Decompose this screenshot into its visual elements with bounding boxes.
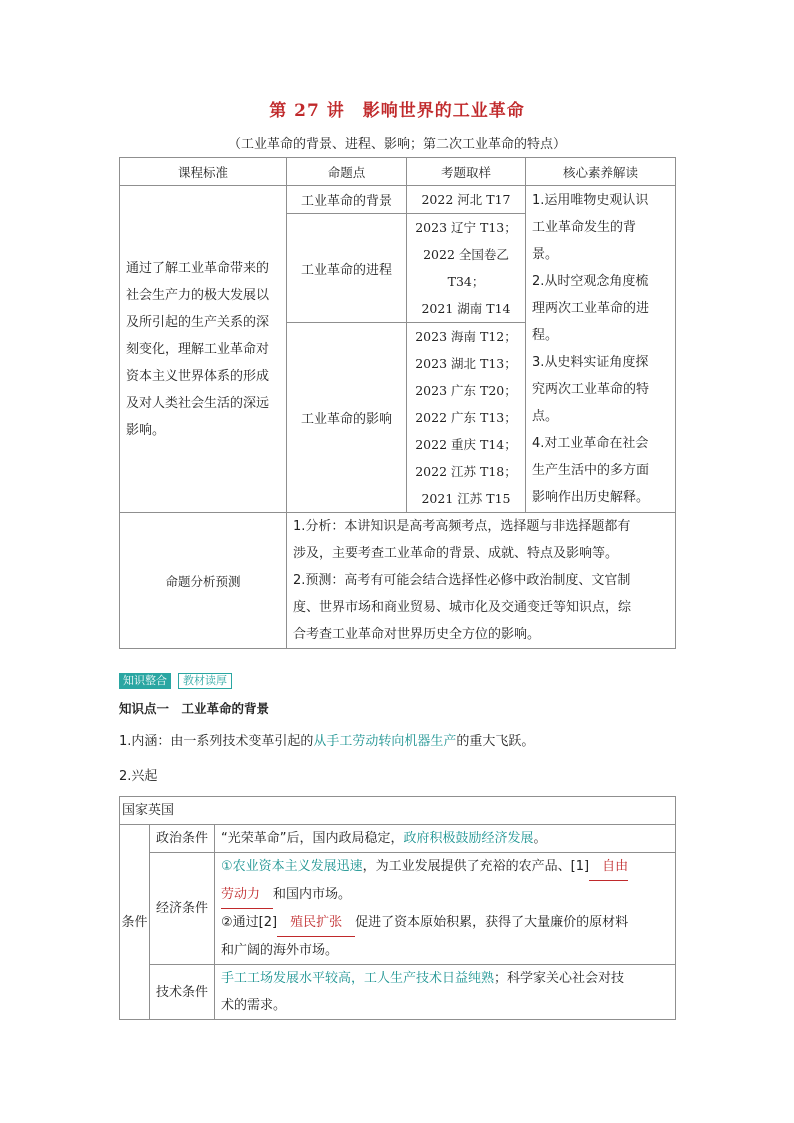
tech-content — [215, 965, 676, 1020]
header-examples: 考题取样 — [407, 158, 526, 186]
core-literacy — [526, 186, 676, 513]
answer-blank-2: 殖民扩张 — [277, 909, 355, 937]
econ-line — [221, 909, 669, 937]
econ-line — [221, 853, 669, 881]
standard-line: 通过了解工业革命带来的 — [126, 260, 270, 276]
econ-text: ②通过[2] — [221, 915, 278, 930]
political-content — [215, 825, 676, 853]
standard-line: 及所引起的生产关系的深 — [126, 314, 270, 330]
econ-line — [221, 881, 669, 909]
econ-highlight: ①农业资本主义发展迅速 — [221, 859, 363, 874]
political-highlight: 政府积极鼓励经济发展 — [403, 831, 534, 846]
standard-line: 影响。 — [126, 422, 166, 438]
textbook-reading-badge: 教材读厚 — [178, 673, 232, 689]
example-item: 2022 全国卷乙 — [423, 247, 509, 262]
core-line: 景。 — [532, 247, 559, 262]
core-line: 工业革命发生的背 — [532, 220, 637, 235]
example-item: 2022 河北 T17 — [421, 192, 511, 207]
standard-line: 资本主义世界体系的形成 — [126, 368, 270, 384]
political-end: 。 — [533, 831, 547, 846]
answer-blank-1-cont: 劳动力 — [221, 881, 273, 909]
rise-heading: 2.兴起 — [119, 769, 158, 784]
header-core: 核心素养解读 — [526, 158, 676, 186]
page-title: 第 27 讲 影响世界的工业革命 — [269, 101, 525, 121]
example-item: 2023 湖北 T13； — [415, 356, 517, 371]
point-background: 工业革命的背景 — [287, 186, 407, 214]
prediction-line: 涉及，主要考查工业革命的背景、成就、特点及影响等。 — [293, 546, 619, 561]
prediction-line: 1.分析：本讲知识是高考高频考点，选择题与非选择题都有 — [293, 519, 631, 534]
answer-blank-1: 自由 — [589, 853, 628, 881]
standard-line: 社会生产力的极大发展以 — [126, 287, 270, 303]
examples-process — [407, 214, 526, 323]
economic-content — [215, 853, 676, 965]
page-subtitle: （工业革命的背景、进程、影响；第二次工业革命的特点） — [227, 137, 566, 152]
example-item: 2022 重庆 T14； — [415, 437, 517, 452]
knowledge-integration-badge: 知识整合 — [119, 673, 171, 689]
core-line: 2.从时空观念角度梳 — [532, 274, 649, 289]
core-line: 生产生活中的多方面 — [532, 463, 650, 478]
point-process: 工业革命的进程 — [287, 214, 407, 323]
example-item: 2021 湖南 T14 — [421, 301, 511, 316]
overview-header-row — [120, 158, 676, 186]
example-item: 2021 江苏 T15 — [421, 491, 511, 506]
tech-line: 术的需求。 — [221, 998, 287, 1013]
core-line: 点。 — [532, 409, 559, 424]
core-line: 影响作出历史解释。 — [532, 490, 650, 505]
prediction-content — [287, 513, 676, 649]
prediction-line: 合考查工业革命对世界历史全方位的影响。 — [293, 627, 541, 642]
examples-background — [407, 186, 526, 214]
knowledge-point-heading: 知识点一 工业革命的背景 — [119, 701, 270, 716]
economic-label: 经济条件 — [150, 853, 215, 965]
header-point: 命题点 — [287, 158, 407, 186]
standard-line: 刻变化，理解工业革命对 — [126, 341, 270, 357]
political-label: 政治条件 — [150, 825, 215, 853]
example-item: 2022 广东 T13； — [415, 410, 517, 425]
examples-impact — [407, 323, 526, 513]
example-item: T34； — [447, 274, 485, 289]
tech-line — [221, 965, 669, 992]
core-line: 究两次工业革命的特 — [532, 382, 650, 397]
header-standard: 课程标准 — [120, 158, 287, 186]
econ-text: 和国内市场。 — [273, 887, 352, 902]
prediction-line: 度、世界市场和商业贸易、城市化及交通变迁等知识点，综 — [293, 600, 632, 615]
example-item: 2023 海南 T12； — [415, 329, 517, 344]
political-text: “光荣革命”后，国内政局稳定， — [221, 831, 404, 846]
prediction-line: 2.预测：高考有可能会结合选择性必修中政治制度、文官制 — [293, 573, 631, 588]
point-impact: 工业革命的影响 — [287, 323, 407, 513]
example-item: 2023 广东 T20； — [415, 383, 517, 398]
core-line: 程。 — [532, 328, 559, 343]
core-line: 3.从史料实证角度探 — [532, 355, 649, 370]
example-item: 2023 辽宁 T13； — [415, 220, 517, 235]
tech-text: ；科学家关心社会对技 — [494, 971, 625, 986]
econ-text: 促进了资本原始积累，获得了大量廉价的原材料 — [355, 915, 629, 930]
example-item: 2022 江苏 T18； — [415, 464, 517, 479]
core-line: 4.对工业革命在社会 — [532, 436, 649, 451]
tech-label: 技术条件 — [150, 965, 215, 1020]
connotation-suffix: 的重大飞跃。 — [456, 734, 535, 749]
rise-table — [119, 796, 676, 1020]
country-row: 国家英国 — [120, 797, 676, 825]
connotation-highlight: 从手工劳动转向机器生产 — [313, 734, 457, 749]
tech-highlight: 手工工场发展水平较高，工人生产技术日益纯熟 — [221, 971, 495, 986]
overview-table — [119, 157, 676, 649]
curriculum-standard — [120, 186, 287, 513]
econ-line: 和广阔的海外市场。 — [221, 943, 339, 958]
standard-line: 及对人类社会生活的深远 — [126, 395, 270, 411]
conditions-label: 条件 — [120, 825, 150, 1020]
core-line: 1.运用唯物史观认识 — [532, 193, 649, 208]
prediction-label: 命题分析预测 — [120, 513, 287, 649]
connotation-prefix: 1.内涵：由一系列技术变革引起的 — [119, 734, 314, 749]
core-line: 理两次工业革命的进 — [532, 301, 650, 316]
econ-text: ，为工业发展提供了充裕的农产品、[1] — [362, 859, 590, 874]
connotation-line — [119, 730, 534, 749]
